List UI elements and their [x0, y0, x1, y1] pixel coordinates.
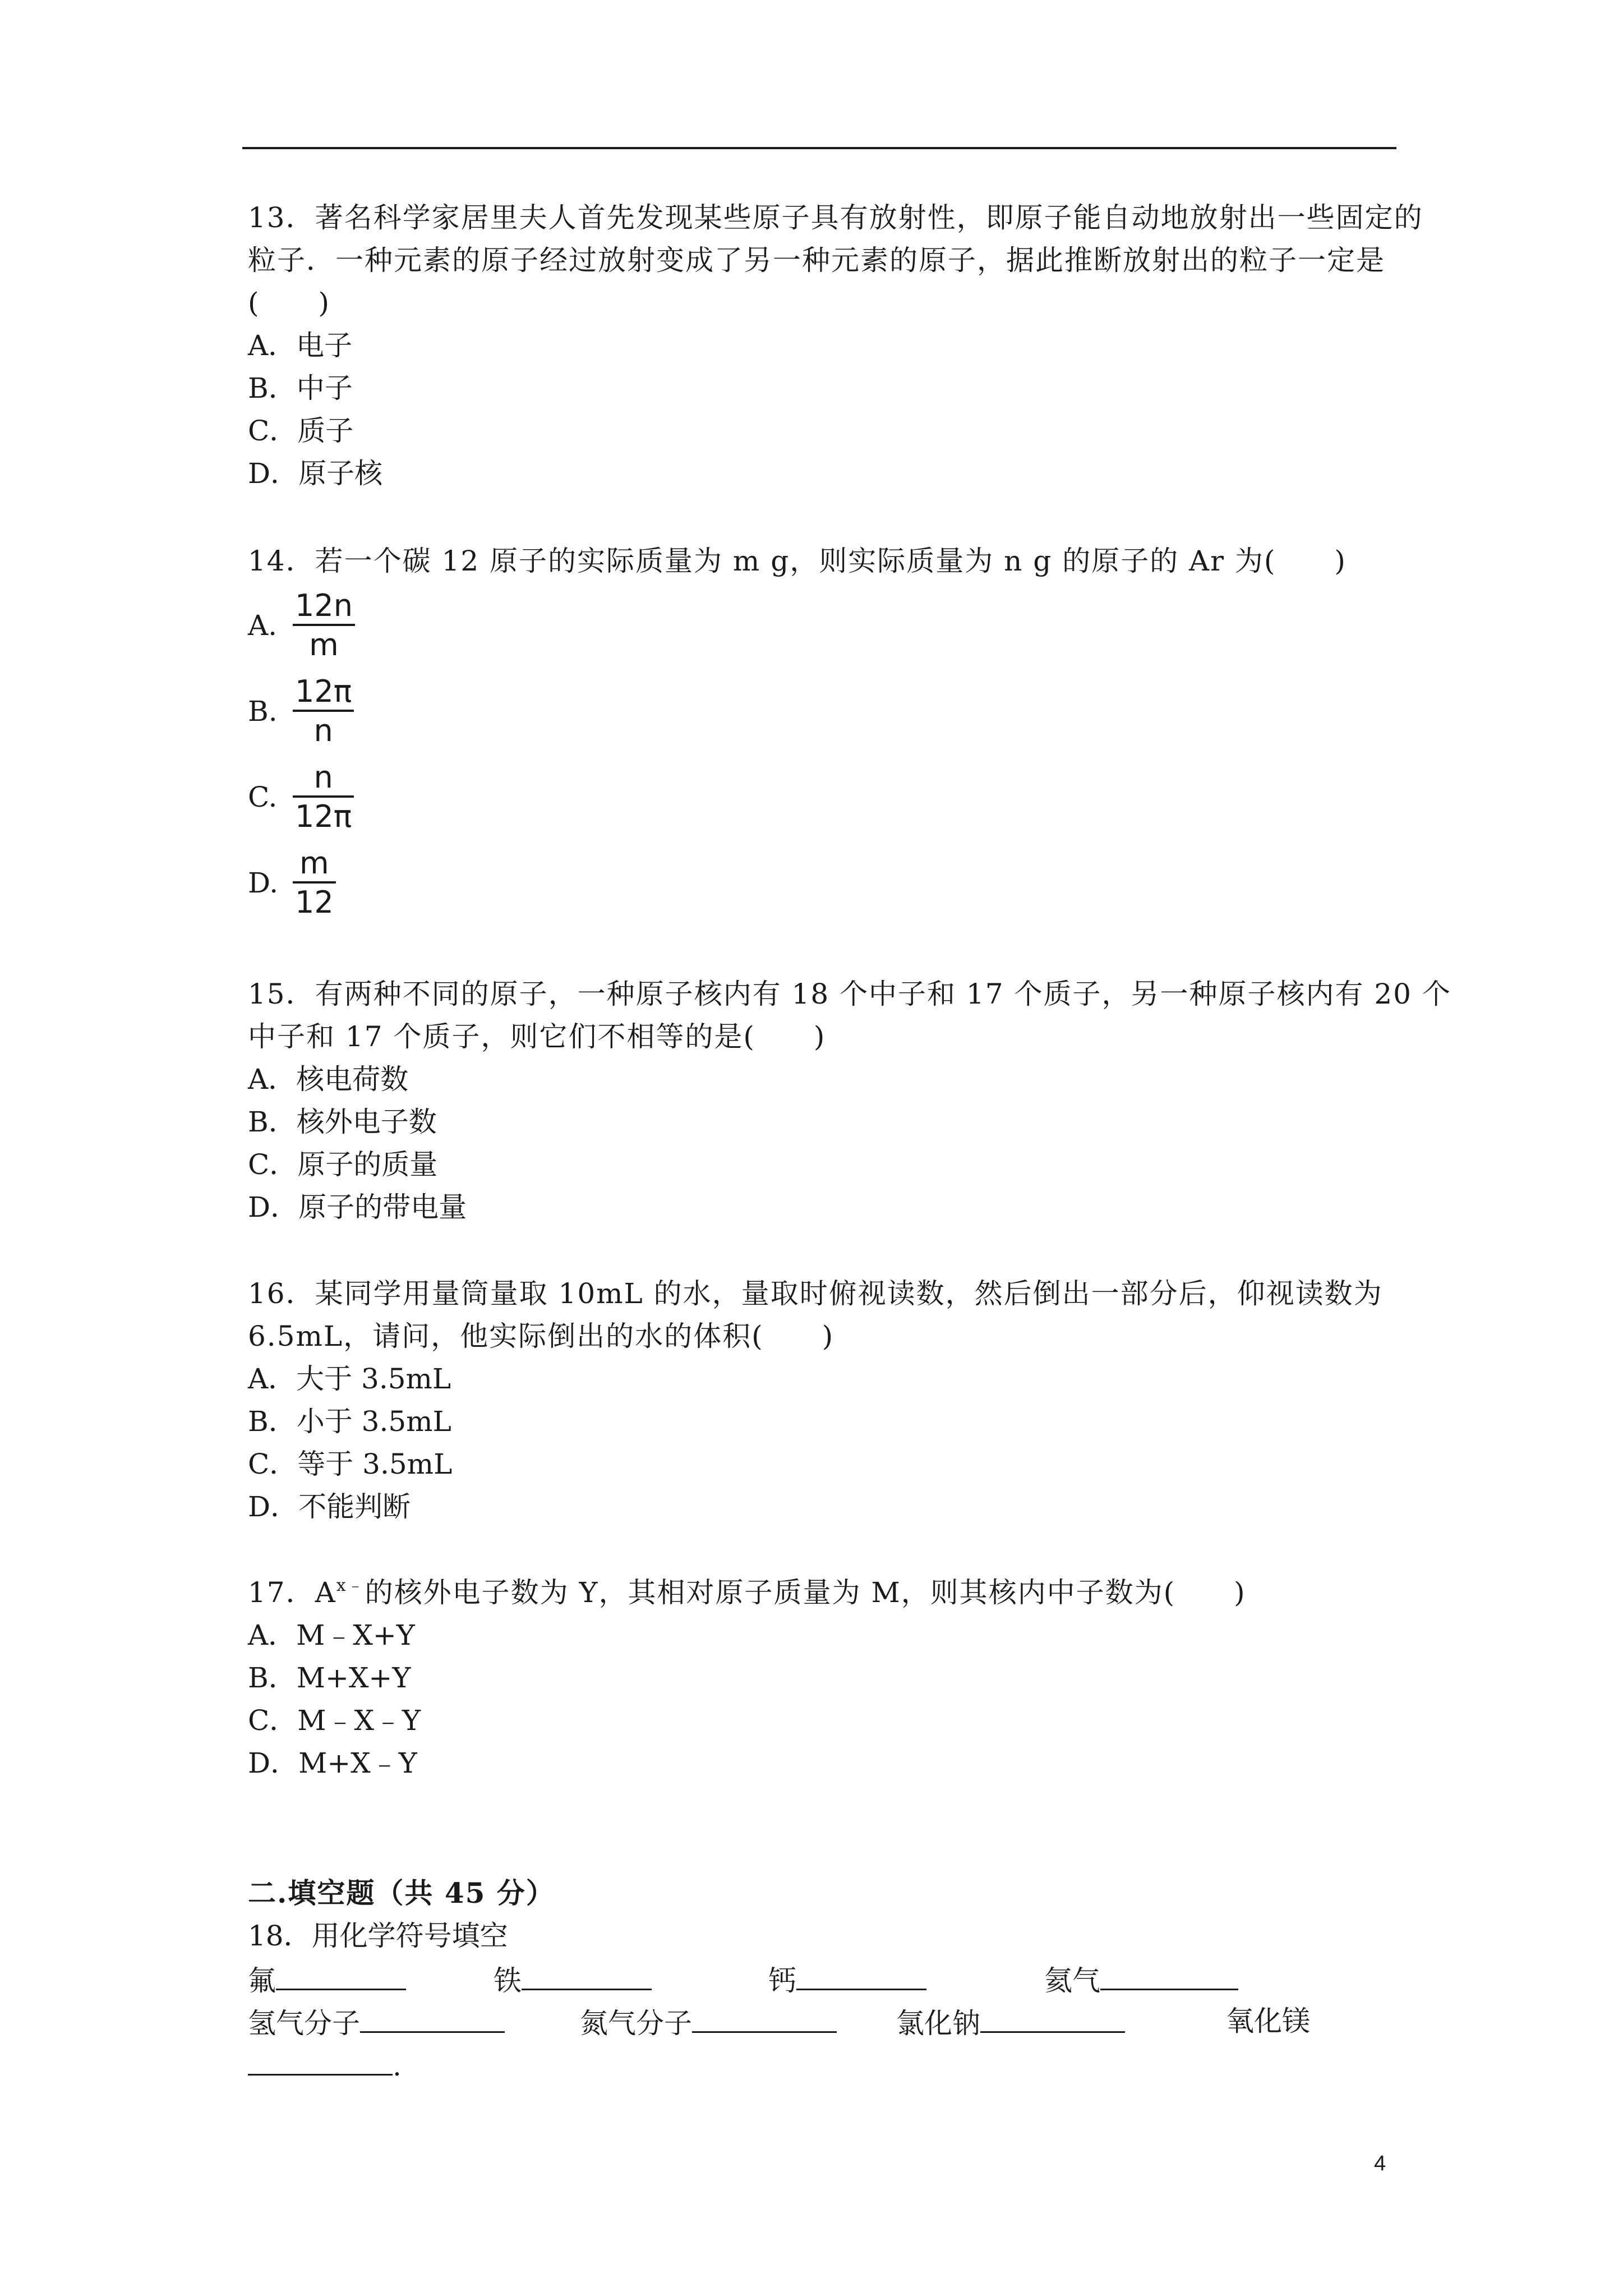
question-17-option-a[interactable] — [248, 1614, 1403, 1657]
answer-blank[interactable] — [1100, 1957, 1238, 1990]
answer-blank[interactable] — [276, 1957, 406, 1990]
option-text: M+X﹣Y — [298, 1747, 417, 1779]
option-text: 原子核 — [298, 457, 383, 490]
answer-blank[interactable] — [692, 2000, 837, 2033]
question-17-stem — [248, 1571, 1403, 1614]
ion-charge-superscript: x﹣ — [336, 1576, 365, 1595]
fraction-numerator: m — [299, 845, 329, 881]
fraction-denominator: m — [309, 627, 339, 662]
question-17-rest: 的核外电子数为 Y，其相对原子质量为 M，则其核内中子数为( ) — [365, 1576, 1246, 1609]
option-letter: D． — [248, 1747, 299, 1779]
question-16 — [248, 1272, 1403, 1528]
question-14-option-d[interactable] — [248, 840, 1403, 926]
option-text: M﹣X﹣Y — [297, 1704, 421, 1737]
option-text: 核电荷数 — [296, 1063, 409, 1096]
option-letter: C. — [248, 780, 278, 813]
end-mark: . — [393, 2050, 402, 2082]
option-text: 核外电子数 — [296, 1106, 437, 1138]
question-15-option-a[interactable] — [248, 1058, 1403, 1101]
question-18-stem: 18．用化学符号填空 — [248, 1920, 508, 1952]
option-text: 质子 — [297, 415, 354, 447]
question-15 — [248, 973, 1451, 1228]
option-letter: C． — [248, 1148, 298, 1181]
fraction-denominator: 12 — [295, 884, 334, 920]
fill-item — [248, 1957, 406, 2002]
fraction — [293, 675, 354, 748]
fill-item — [248, 2000, 505, 2045]
question-13-option-c[interactable] — [248, 409, 1403, 452]
option-letter: A． — [248, 1063, 297, 1096]
question-16-option-d[interactable] — [248, 1485, 1403, 1528]
header-rule — [242, 147, 1396, 149]
question-14-option-c[interactable] — [248, 754, 1403, 840]
fill-item — [1044, 1957, 1238, 2002]
question-13-line-1: 13．著名科学家居里夫人首先发现某些原子具有放射性，即原子能自动地放射出一些固定的 — [248, 201, 1423, 234]
fill-row-3 — [248, 2042, 1403, 2085]
option-letter: B． — [248, 1405, 297, 1438]
question-15-option-c[interactable] — [248, 1143, 1403, 1186]
question-15-line-1: 15．有两种不同的原子，一种原子核内有 18 个中子和 17 个质子，另一种原子核内有 20 个 — [248, 978, 1451, 1010]
option-text: 等于 3.5mL — [297, 1448, 453, 1480]
fraction-denominator: 12π — [295, 798, 352, 834]
fill-label: 氯化钠 — [896, 2007, 980, 2040]
fill-label: 氮气分子 — [580, 2007, 692, 2040]
option-text: 中子 — [296, 372, 353, 404]
fraction-numerator: 12n — [295, 587, 353, 623]
fill-item — [896, 2000, 1125, 2045]
fraction — [293, 846, 336, 919]
option-letter: D． — [248, 1191, 299, 1223]
question-17-option-d[interactable] — [248, 1742, 1403, 1784]
option-letter: B． — [248, 1662, 297, 1694]
option-letter: B. — [248, 694, 278, 728]
fill-item — [768, 1957, 926, 2002]
option-letter: A． — [248, 1363, 297, 1395]
question-13-option-b[interactable] — [248, 367, 1403, 409]
question-13-option-d[interactable] — [248, 452, 1403, 495]
question-18-stem-row — [248, 1915, 1403, 1957]
option-letter: C． — [248, 415, 298, 447]
fill-item — [1226, 2000, 1310, 2042]
option-text: 大于 3.5mL — [296, 1363, 451, 1395]
answer-blank[interactable] — [796, 1957, 926, 1990]
option-text: 原子的质量 — [297, 1148, 438, 1181]
question-17-prefix: 17．A — [248, 1576, 336, 1609]
answer-blank[interactable] — [522, 1957, 652, 1990]
question-13-line-3: ( ) — [248, 287, 331, 319]
fill-row-2 — [248, 2000, 1403, 2042]
question-14-stem: 14．若一个碳 12 原子的实际质量为 m g，则实际质量为 n g 的原子的 Ar 为( ) — [248, 545, 1347, 577]
option-text: 电子 — [296, 329, 353, 362]
page-number: 4 — [1374, 2152, 1386, 2175]
question-17-option-b[interactable] — [248, 1657, 1403, 1699]
fill-label: 氢气分子 — [248, 2007, 360, 2040]
option-letter: A． — [248, 329, 297, 362]
option-letter: D． — [248, 1490, 299, 1523]
option-text: 小于 3.5mL — [296, 1405, 451, 1438]
question-16-option-c[interactable] — [248, 1443, 1403, 1485]
fill-label: 钙 — [768, 1964, 796, 1997]
fraction-numerator: n — [313, 759, 333, 795]
fraction-numerator: 12π — [295, 673, 352, 709]
question-14-option-b[interactable] — [248, 668, 1403, 754]
option-letter: C． — [248, 1448, 298, 1480]
question-13-line-2: 粒子．一种元素的原子经过放射变成了另一种元素的原子，据此推断放射出的粒子一定是 — [248, 244, 1385, 277]
fraction-denominator: n — [313, 712, 333, 748]
option-text: 原子的带电量 — [298, 1191, 467, 1223]
question-13 — [248, 196, 1423, 495]
fraction — [293, 589, 355, 662]
question-15-option-b[interactable] — [248, 1101, 1403, 1143]
question-16-line-1: 16．某同学用量筒量取 10mL 的水，量取时俯视读数，然后倒出一部分后，仰视读数为 — [248, 1277, 1383, 1310]
answer-blank[interactable] — [980, 2000, 1125, 2033]
fill-item — [494, 1957, 652, 2002]
option-letter: A． — [248, 1619, 297, 1651]
option-text: M﹣X+Y — [296, 1619, 415, 1651]
question-14 — [248, 540, 1403, 926]
fill-row-1 — [248, 1957, 1403, 2000]
question-17 — [248, 1571, 1403, 1784]
fill-label: 氦气 — [1044, 1964, 1100, 1997]
question-15-line-2: 中子和 17 个质子，则它们不相等的是( ) — [248, 1020, 826, 1053]
option-letter: C． — [248, 1704, 298, 1737]
question-16-option-b[interactable] — [248, 1400, 1403, 1443]
fill-label: 氧化镁 — [1226, 2005, 1310, 2037]
question-16-option-a[interactable] — [248, 1358, 1403, 1400]
question-13-option-a[interactable] — [248, 324, 1403, 367]
option-letter: A. — [248, 609, 278, 642]
question-14-option-a[interactable] — [248, 582, 1403, 668]
answer-blank[interactable] — [248, 2042, 393, 2076]
option-text: M+X+Y — [296, 1662, 411, 1694]
question-16-line-2: 6.5mL，请问，他实际倒出的水的体积( ) — [248, 1320, 834, 1352]
option-text: 不能判断 — [298, 1490, 411, 1523]
fill-item — [248, 2042, 402, 2087]
option-letter: D． — [248, 457, 299, 490]
fill-label: 氟 — [248, 1964, 276, 1997]
fill-label: 铁 — [494, 1964, 522, 1997]
question-15-option-d[interactable] — [248, 1186, 1403, 1228]
option-letter: B． — [248, 1106, 297, 1138]
section-title: 二.填空题（共 45 分） — [248, 1876, 555, 1910]
answer-blank[interactable] — [360, 2000, 505, 2033]
option-letter: D. — [248, 866, 279, 899]
fill-item — [580, 2000, 837, 2045]
fraction — [293, 761, 354, 834]
question-17-option-c[interactable] — [248, 1699, 1403, 1742]
option-letter: B． — [248, 372, 297, 404]
